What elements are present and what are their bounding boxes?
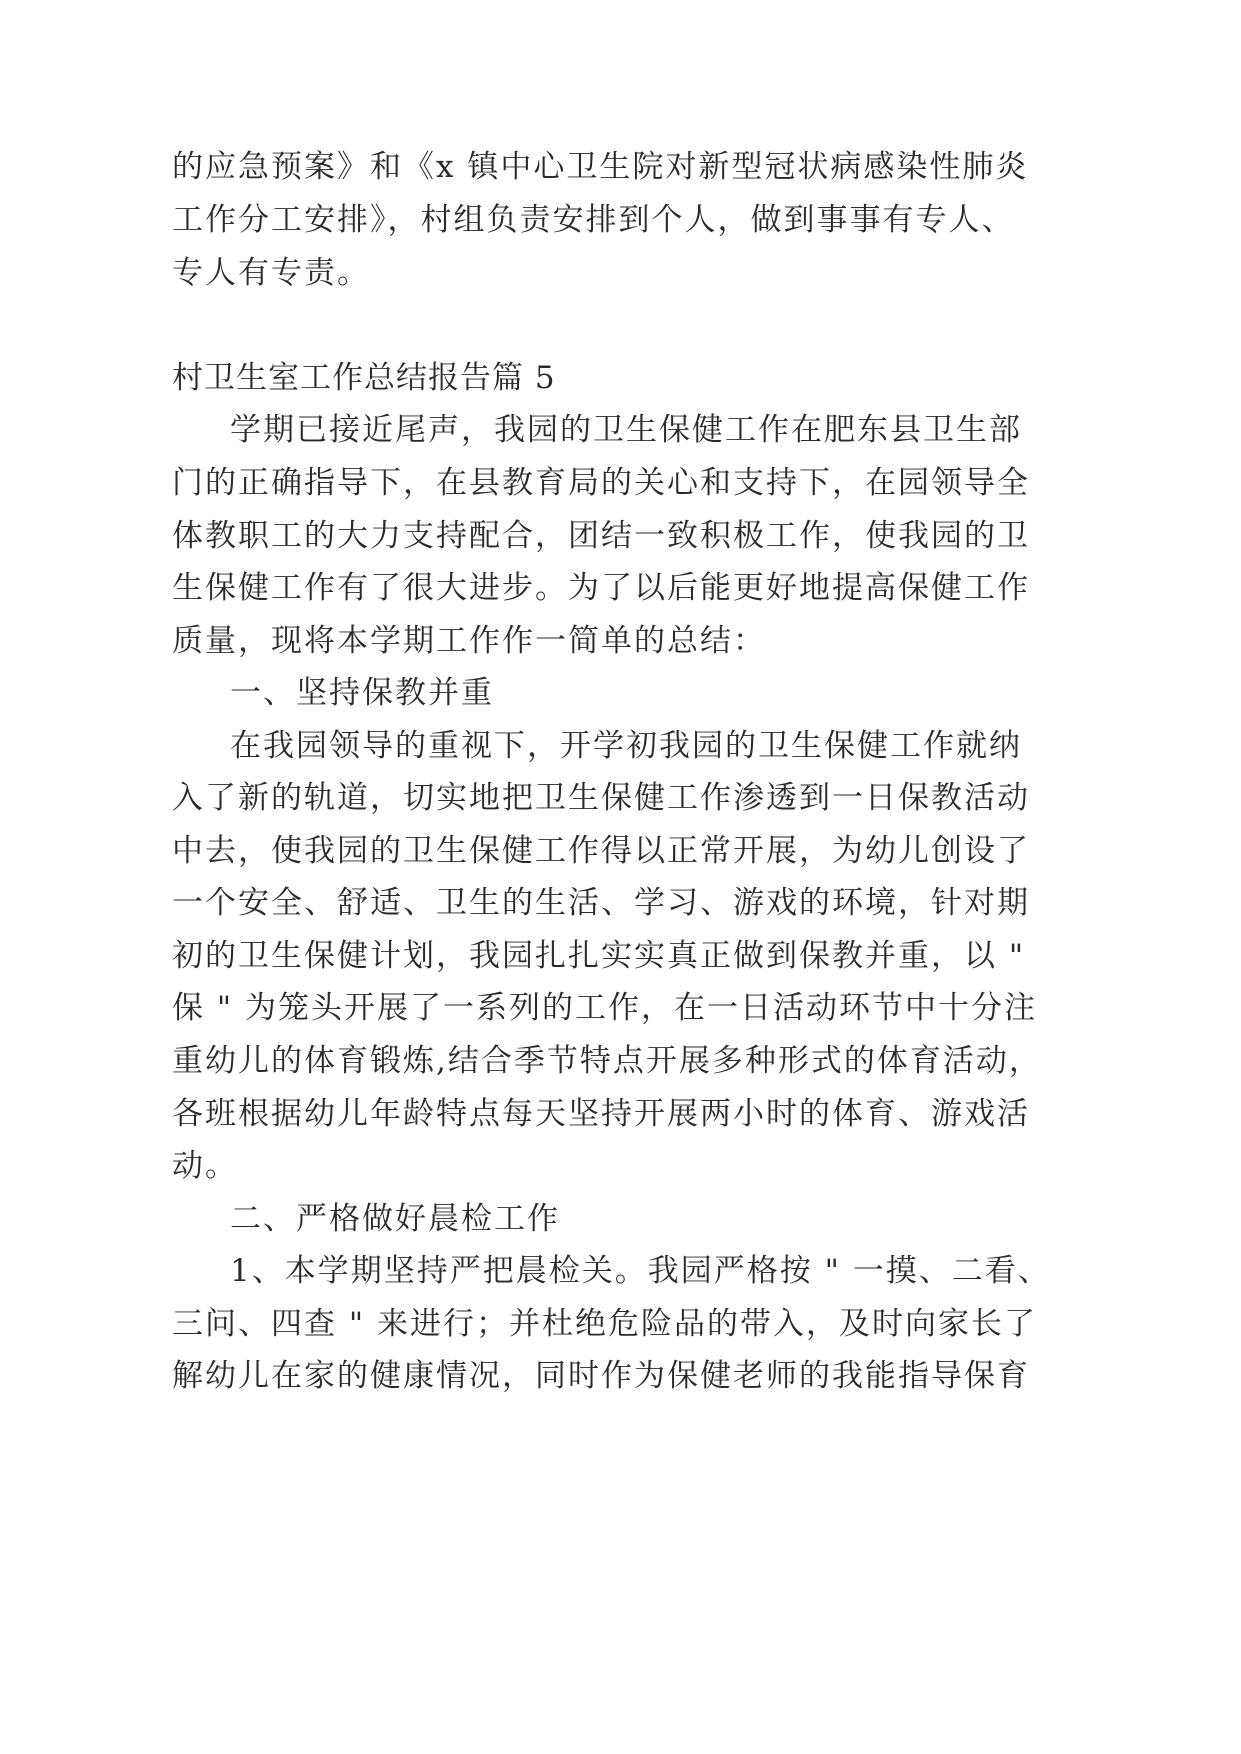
text-line: 入了新的轨道，切实地把卫生保健工作渗透到一日保教活动: [172, 780, 1030, 816]
text-line: 中去，使我园的卫生保健工作得以正常开展，为幼儿创设了: [172, 833, 1030, 869]
text-line: 学期已接近尾声，我园的卫生保健工作在肥东县卫生部: [230, 412, 1022, 448]
text-line: 工作分工安排》，村组负责安排到个人，做到事事有专人、: [172, 202, 1015, 238]
text-line: 初的卫生保健计划，我园扎扎实实真正做到保教并重，以 ": [172, 938, 1026, 974]
text-line: 质量，现将本学期工作作一简单的总结：: [172, 623, 766, 659]
text-line: 1、本学期坚持严把晨检关。我园严格按 " 一摸、二看、: [230, 1253, 1051, 1289]
text-line: 三问、四查 " 来进行；并杜绝危险品的带入，及时向家长了: [172, 1306, 1037, 1342]
text-line: 重幼儿的体育锻炼,结合季节特点开展多种形式的体育活动，: [172, 1043, 1042, 1079]
subsection-heading: 一、坚持保教并重: [230, 675, 494, 711]
text-line: 一个安全、舒适、卫生的生活、学习、游戏的环境，针对期: [172, 885, 1030, 921]
text-line: 生保健工作有了很大进步。为了以后能更好地提高保健工作: [172, 570, 1030, 606]
text-line: 各班根据幼儿年龄特点每天坚持开展两小时的体育、游戏活: [172, 1096, 1030, 1132]
text-line: 解幼儿在家的健康情况，同时作为保健老师的我能指导保育: [172, 1358, 1030, 1394]
text-line: 体教职工的大力支持配合，团结一致积极工作，使我园的卫: [172, 518, 1030, 554]
text-line: 保 " 为笼头开展了一系列的工作，在一日活动环节中十分注: [172, 990, 1037, 1026]
text-line: 在我园领导的重视下，开学初我园的卫生保健工作就纳: [230, 728, 1022, 764]
text-line: 的应急预案》和《x 镇中心卫生院对新型冠状病感染性肺炎: [172, 149, 1029, 185]
section-heading: 村卫生室工作总结报告篇 5: [172, 360, 556, 396]
text-line: 门的正确指导下，在县教育局的关心和支持下，在园领导全: [172, 465, 1030, 501]
text-line: 专人有专责。: [172, 255, 370, 291]
subsection-heading: 二、严格做好晨检工作: [230, 1201, 560, 1237]
text-line: 动。: [172, 1148, 238, 1184]
